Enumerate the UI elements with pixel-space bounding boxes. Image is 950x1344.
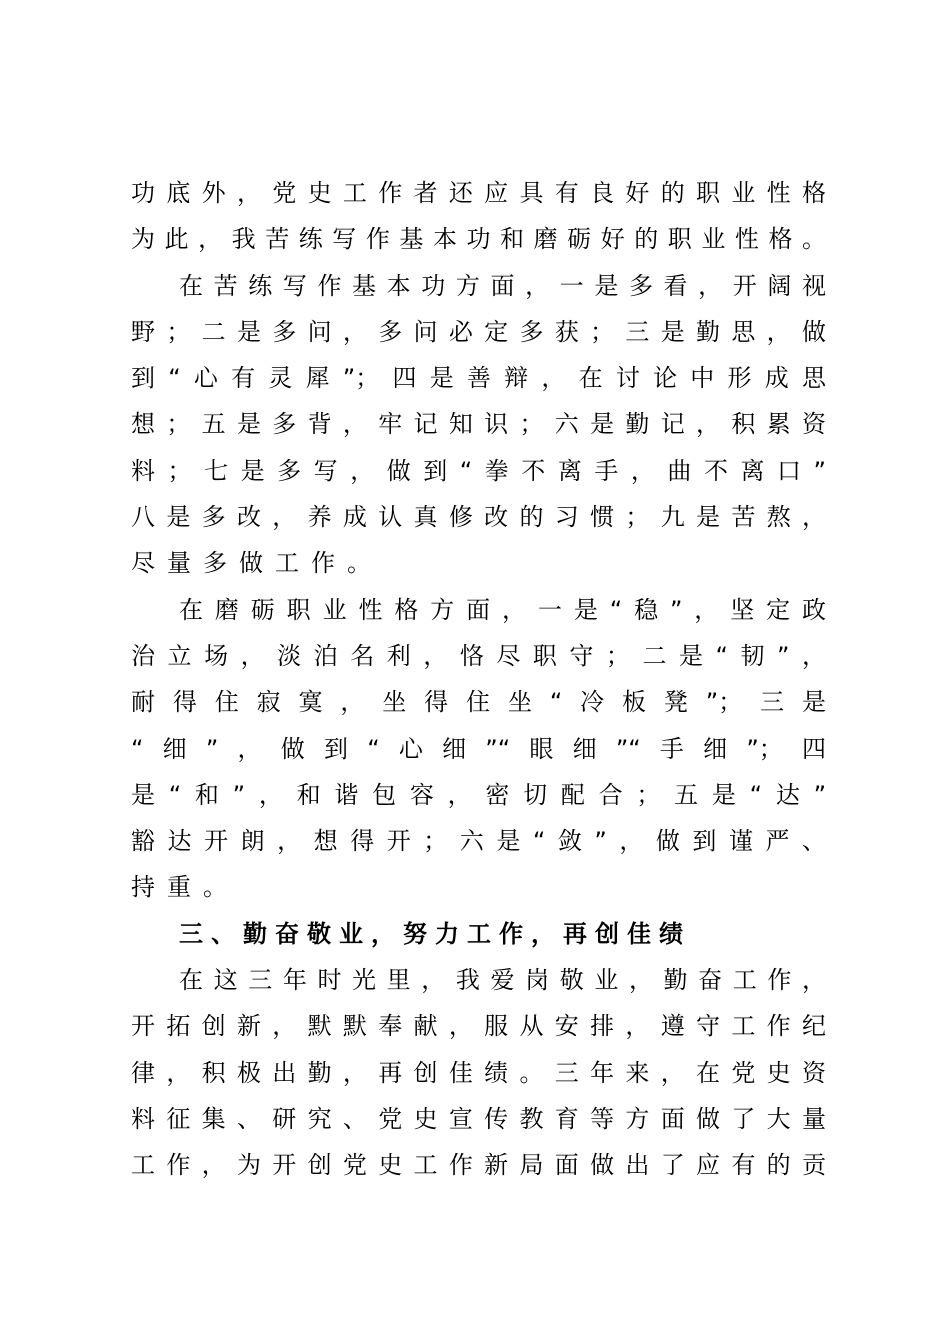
text-line: 想；五是多背，牢记知识；六是勤记，积累资 [131,410,826,439]
text-line: 豁达开朗，想得开；六是“敛”，做到谨严、 [131,827,826,856]
text-line: 律，积极出勤，再创佳绩。三年来，在党史资 [131,1058,826,1087]
text-line: 尽量多做工作。 [131,549,383,578]
text-line: 治立场，淡泊名利，恪尽职守；二是“韧”， [131,641,826,670]
text-line: 功底外，党史工作者还应具有良好的职业性格 [131,179,826,207]
text-line: 耐得住寂寞，坐得住坐“冷板凳”；三是 [131,688,826,717]
text-line: 八是多改，养成认真修改的习惯；九是苦熬， [131,503,826,532]
text-line: 在苦练写作基本功方面，一是多看，开阔视 [179,271,826,300]
text-line: 开拓创新，默默奉献，服从安排，遵守工作纪 [131,1012,826,1041]
text-line: 工作，为开创党史工作新局面做出了应有的贡 [131,1151,826,1180]
text-line: 料征集、研究、党史宣传教育等方面做了大量 [131,1104,826,1133]
text-line: 料；七是多写，做到“拳不离手，曲不离口” [131,456,826,485]
text-line: 为此，我苦练写作基本功和磨砺好的职业性格。 [131,225,826,254]
text-line: 在这三年时光里，我爱岗敬业，勤奋工作， [179,966,826,995]
text-line: 持重。 [131,873,239,902]
text-line: 到“心有灵犀”；四是善辩，在讨论中形成思 [131,364,826,393]
text-line: 是“和”，和谐包容，密切配合；五是“达” [131,780,826,809]
text-line: 在磨砺职业性格方面，一是“稳”，坚定政 [179,595,826,624]
section-heading: 三、勤奋敬业，努力工作，再创佳绩 [179,919,691,948]
text-line: 野；二是多问，多问必定多获；三是勤思，做 [131,317,826,346]
document-body [131,170,826,1189]
text-line: “细”，做到“心细”“眼细”“手细”；四 [131,734,826,763]
